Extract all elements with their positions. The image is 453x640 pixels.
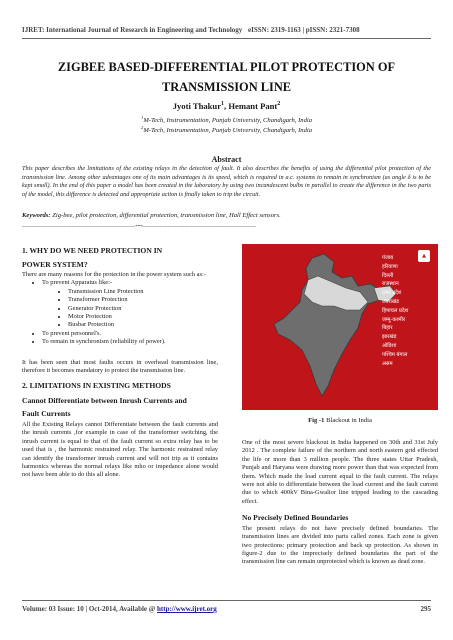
left-column [22, 244, 218, 480]
section-separator: --------------------------------------------------------------------***-------------------------------------------------------------------- [22, 225, 256, 230]
blackout-paragraph: One of the most severe blackout in India happened on 30th and 31st July 2012 . The complete failure of the northern and north eastern grid effected the life or more than 3 million people. The three states Uttar Pradesh, Punjab and Haryana were drawing more power than that was expected from them. Which made the load current equal to the fault current. The relays were not able to differentiate between the load current and the fault current due to which 400kV Bina-Gwalior line tripped leading to the cascading effect. [242, 439, 438, 505]
list-item [42, 279, 218, 329]
map-legend [382, 254, 432, 368]
author-2: Hemant Pant [228, 101, 278, 111]
section-1-intro: There are many reasons for the protection in the power system such as:- [22, 271, 206, 278]
list-item: • To remain in synchronism (reliability of power). [42, 338, 218, 346]
boundaries-paragraph: The present relays do not have precisely defined boundaries. The transmission lines are divided into parts called zones. Each zone is given two protections: primary protection and back up protection. As shown in figure-2 due to the imprecisely defined boundaries the part of the transmission line can remain unprotected which is known as dead zone. [242, 524, 438, 566]
section-1-heading-line-2: POWER SYSTEM? [22, 259, 88, 269]
legend-item: उत्तर प्रदेश [382, 290, 402, 297]
figure-caption-text: Blackout in India [324, 417, 372, 424]
title-line-1: ZIGBEE BASED-DIFFERENTIAL PILOT PROTECTION OF [57, 60, 396, 74]
footer-rule [22, 600, 431, 601]
keywords-label: Keywords: [22, 212, 51, 219]
legend-item: उत्तराखंड [382, 298, 399, 305]
list-item: • Transformer Protection [68, 296, 218, 304]
running-footer [22, 605, 431, 613]
list-item: • To prevent personnel's. [42, 330, 218, 338]
list-item: • Generator Protection [68, 305, 218, 313]
author-1-sup: 1 [221, 101, 225, 108]
section-1-heading [22, 244, 218, 271]
list-item: • Motor Protection [68, 313, 218, 321]
list-item-text: To prevent Apparatus like:- [42, 279, 113, 287]
affiliation-2-text: M-Tech, Instrumentation, Punjab University, Chandigarh, India [143, 127, 312, 134]
volume-info: Volume: 03 Issue: 10 | Oct-2014, Available @ [22, 605, 158, 613]
author-separator: , [224, 101, 229, 111]
legend-item: हरियाणा [382, 263, 398, 270]
legend-item: बिहार [382, 325, 393, 332]
figure-label: Fig -1 [308, 417, 325, 424]
section-1-heading-line-1: 1. WHY DO WE NEED PROTECTION IN [22, 246, 163, 255]
page-number: 295 [420, 605, 431, 613]
author-2-sup: 2 [277, 101, 281, 108]
boundaries-heading: No Precisely Defined Boundaries [242, 513, 349, 523]
running-header [22, 26, 431, 34]
legend-item: पश्चिम बंगाल [382, 351, 408, 358]
issn: eISSN: 2319-1163 | pISSN: 2321-7308 [248, 26, 360, 34]
channel-logo-icon: ▲ [418, 250, 430, 262]
section-2-subheading [22, 394, 218, 421]
reasons-list [22, 279, 218, 346]
affiliation-1-text: M-Tech, Instrumentation, Punjab University, Chandigarh, India [143, 117, 312, 124]
figure-caption [242, 416, 438, 425]
affiliation-1 [22, 114, 431, 124]
keywords [22, 212, 431, 219]
affiliation-1-sup: 1 [141, 114, 144, 120]
abstract-heading: Abstract [211, 155, 242, 164]
header-rule [22, 38, 431, 39]
section-2-subheading-line-2: Fault Currents [22, 409, 71, 419]
apparatus-list [42, 288, 218, 330]
section-1-paragraph: It has been seen that most faults occurs in overhead transmission line, therefore it becomes mandatory to protect the transmission line. [22, 358, 218, 375]
legend-item: ओडिशा [382, 342, 397, 349]
legend-item: हिमाचल प्रदेश [382, 307, 409, 314]
legend-item: असम [382, 360, 393, 367]
list-item: • Busbar Protection [68, 321, 218, 329]
abstract-text: This paper describes the limitations of the existing relays in the detection of fault. It also describes the benefits of using the differential pilot protection of the transmission line. Among other advantages one of its main advantages is its speed, which is required in a.c. systems to remain in synchronism (as angle δ is to be kept small). In the end of this paper a model has been created in the laboratory by using two incandescent bulbs in parallel to create the difference in the two parts of the model, this difference is detected and appropriate action is finally taken to trip the circuit. [22, 165, 431, 199]
section-2-heading: 2. LIMITATIONS IN EXISTING METHODS [22, 381, 171, 391]
keywords-text: Zig-bee, pilot protection, differential protection, transmission line, Hall Effect sensors. [50, 212, 281, 219]
list-item: • Transmission Line Protection [68, 288, 218, 296]
section-2-subheading-line-1: Cannot Differentiate between Inrush Currents and [22, 395, 187, 405]
journal-name: IJRET: International Journal of Research in Engineering and Technology [22, 26, 243, 34]
affiliation-2-sup: 2 [141, 124, 144, 130]
section-2-paragraph: All the Existing Relays cannot Differentiate between the fault currents and the inrush currents ,for example in case of the transformer switching, the inrush current is equal to that of the fault current so extra relay has to be used that is , the harmonic restrained relay. The harmonic restrained relay can identify the transformer inrush current and will not trip as it contains harmonics whereas the normal relays like mho or impedance alone would not have been able to do this all alone. [22, 420, 218, 479]
title-line-2: TRANSMISSION LINE [161, 80, 292, 94]
legend-item: जम्मू-कश्मीर [382, 316, 406, 323]
legend-item: राजस्थान [382, 281, 399, 288]
journal-link[interactable]: http://www.ijret.org [157, 605, 217, 613]
author-1: Jyoti Thakur [172, 101, 222, 111]
blackout-map-figure [242, 244, 438, 410]
affiliation-2 [22, 124, 431, 134]
legend-item: झारखंड [382, 334, 397, 341]
legend-item: पंजाब [382, 255, 394, 261]
legend-item: दिल्ली [382, 272, 394, 279]
india-map-shape [274, 254, 382, 396]
paper-title [22, 57, 431, 97]
right-column [242, 244, 438, 567]
authors [22, 101, 431, 111]
